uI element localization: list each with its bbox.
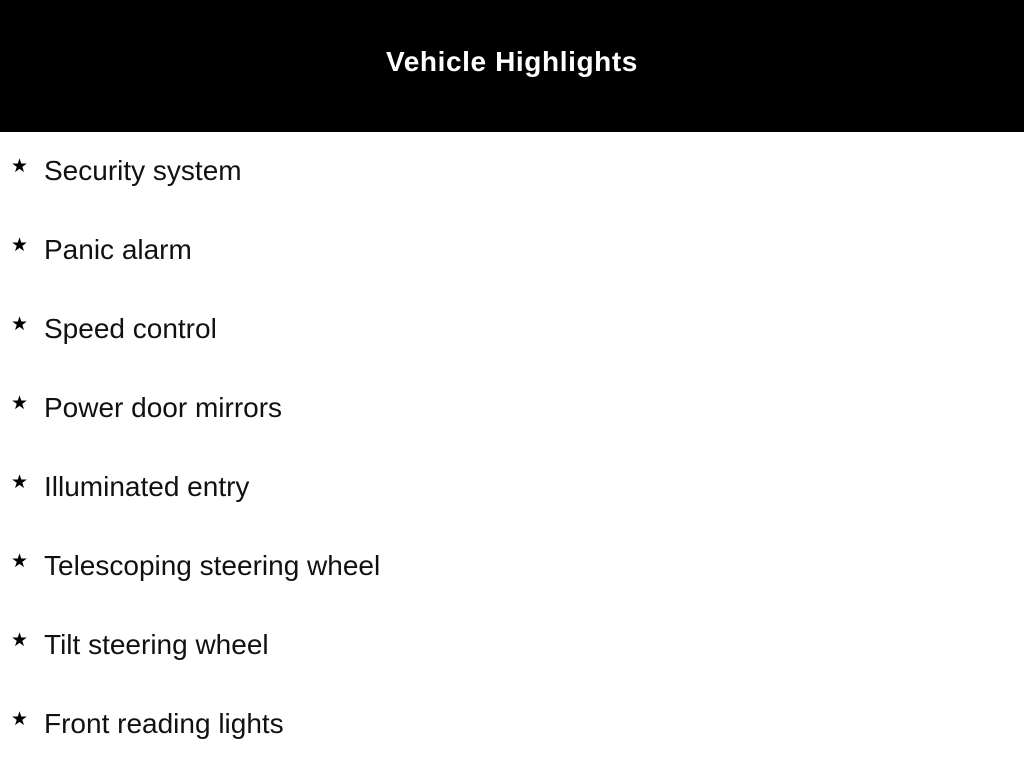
- list-item: [0, 527, 1024, 606]
- star-icon: ★: [11, 155, 29, 177]
- list-item: [0, 606, 1024, 685]
- highlight-label: Speed control: [44, 313, 217, 344]
- star-icon: ★: [11, 471, 29, 493]
- star-icon: ★: [11, 392, 29, 414]
- highlight-label: Telescoping steering wheel: [44, 550, 381, 581]
- list-item: [0, 132, 1024, 211]
- highlight-label: Panic alarm: [44, 234, 192, 265]
- page-header: [0, 0, 1024, 132]
- star-icon: ★: [11, 234, 29, 256]
- highlight-label: Tilt steering wheel: [44, 629, 269, 660]
- star-icon: ★: [11, 550, 29, 572]
- highlight-label: Illuminated entry: [44, 471, 250, 502]
- star-icon: ★: [11, 313, 29, 335]
- list-item: [0, 290, 1024, 369]
- list-item: [0, 685, 1024, 764]
- star-icon: ★: [11, 629, 29, 651]
- list-item: [0, 448, 1024, 527]
- star-icon: ★: [11, 708, 29, 730]
- highlight-label: Power door mirrors: [44, 392, 283, 423]
- page-title: Vehicle Highlights: [386, 46, 638, 77]
- list-item: [0, 211, 1024, 290]
- highlight-label: Front reading lights: [44, 708, 284, 739]
- highlights-list: [0, 132, 1024, 764]
- list-item: [0, 369, 1024, 448]
- highlight-label: Security system: [44, 155, 242, 186]
